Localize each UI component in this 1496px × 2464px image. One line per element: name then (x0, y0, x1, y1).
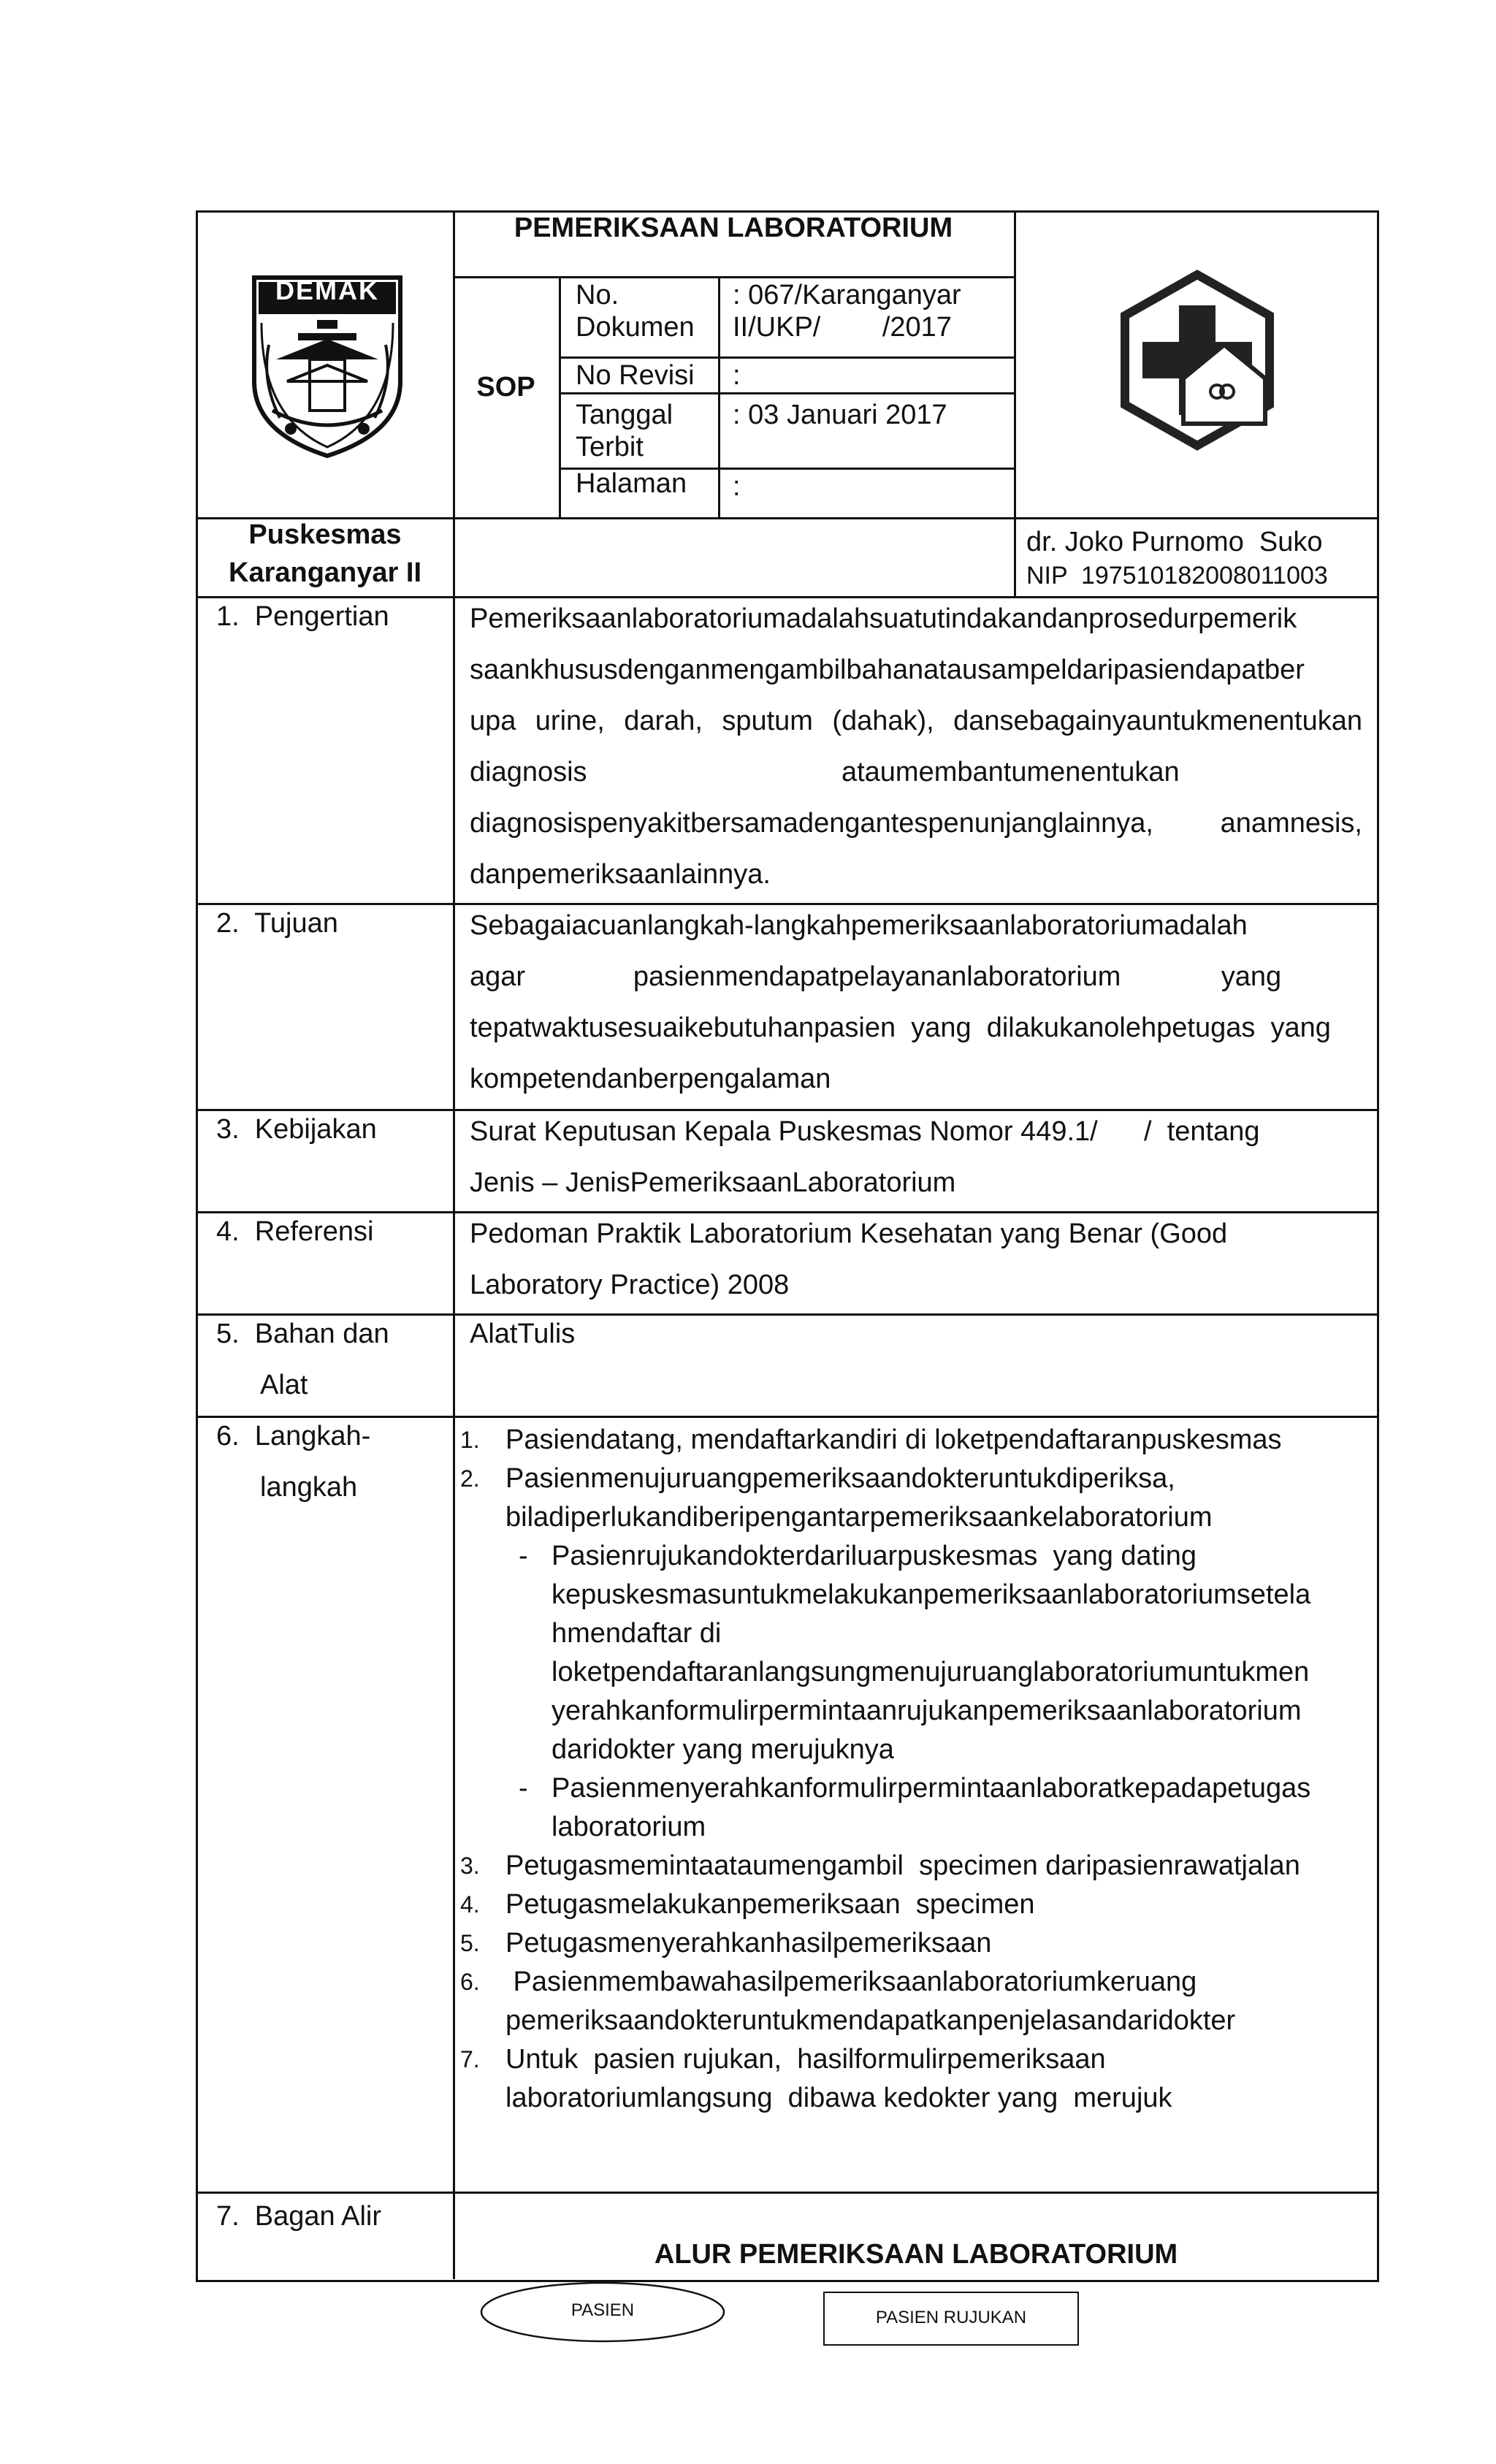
langkah-step-text: biladiperlukandiberipengantarpemeriksaankelaboratorium (505, 1502, 1213, 1533)
langkah-step-text: laboratorium (552, 1812, 706, 1842)
langkah-step-line (460, 1421, 1373, 1460)
langkah-step-text: Petugasmemintaataumengambil specimen daripasienrawatjalan (505, 1850, 1300, 1881)
langkah-step-number: 2. (460, 1465, 480, 1492)
langkah-step-line (460, 1924, 1373, 1963)
header-divider-1 (453, 210, 455, 2279)
langkah-step-text: Untuk pasien rujukan, hasilformulirpemeriksaan (505, 2044, 1106, 2075)
langkah-step-text: yerahkanformulirpermintaanrujukanpemeriksaanlaboratorium (552, 1696, 1302, 1726)
sop-label: SOP (476, 372, 535, 403)
langkah-step-text: hmendaftar di (552, 1618, 722, 1649)
row-border-bahan (196, 1416, 1379, 1418)
section-label-langkah-line2: langkah (260, 1472, 358, 1503)
section-label-bahan-line1: 5. Bahan dan (216, 1319, 389, 1349)
section-label-bagan: 7. Bagan Alir (216, 2201, 382, 2232)
langkah-step-line (460, 1963, 1373, 2002)
langkah-step-number: 4. (460, 1891, 480, 1918)
langkah-step-text: Pasienmenujuruangpemeriksaandokteruntukdiperiksa, (505, 1463, 1175, 1494)
section-body-pengertian: Pemeriksaanlaboratoriumadalahsuatutindakandanprosedurpemerik saankhususdenganmengambilbahanatausampeldaripasiendapatber upa urine, darah, sputum (dahak), dansebagainyauntukmenentukan diagnosis ataumembantumenentukan diagnosispenyakitbersamadengantespenunjanglainnya, anamnesis, danpemeriksaanlainnya. (470, 603, 1362, 890)
field-grid-left (559, 276, 561, 517)
langkah-step-line (460, 2040, 1373, 2079)
langkah-step-number: 6. (460, 1969, 480, 1995)
section-label-langkah-line1: 6. Langkah- (216, 1421, 371, 1452)
field-value-no-dokumen: : 067/Karanganyar II/UKP/ /2017 (733, 280, 961, 343)
langkah-step-text: loketpendaftaranlangsungmenujuruanglaboratoriumuntukmen (552, 1657, 1310, 1687)
langkah-step-text: daridokter yang merujuknya (552, 1734, 894, 1765)
langkah-step-line (460, 2079, 1373, 2118)
signer-nip: NIP 197510182008011003 (1026, 562, 1328, 590)
langkah-step-text: Petugasmelakukanpemeriksaan specimen (505, 1889, 1035, 1920)
section-label-kebijakan: 3. Kebijakan (216, 1114, 377, 1145)
langkah-substep-line (460, 1537, 1373, 1576)
field-label-no-revisi: No Revisi (576, 360, 695, 391)
langkah-step-text: Pasienmembawahasilpemeriksaanlaboratoriumkeruang (505, 1967, 1197, 1997)
langkah-step-text: Pasienrujukandokterdariluarpuskesmas yang dating (552, 1541, 1197, 1571)
field-grid-mid (718, 276, 720, 517)
field-row-1 (559, 356, 1014, 359)
langkah-step-text: Petugasmenyerahkanhasilpemeriksaan (505, 1928, 992, 1958)
langkah-substep-line (460, 1769, 1373, 1808)
langkah-substep-line (460, 1653, 1373, 1692)
puskesmas-name-line2: Karanganyar II (229, 557, 421, 588)
langkah-step-number: 3. (460, 1853, 480, 1879)
field-label-tanggal-terbit: Tanggal Terbit (576, 400, 673, 462)
field-value-no-revisi: : (733, 360, 741, 391)
left-logo-text: DEMAK (275, 275, 379, 305)
puskesmas-name-line1: Puskesmas (248, 519, 402, 550)
langkah-substep-line (460, 1576, 1373, 1614)
section-label-tujuan: 2. Tujuan (216, 908, 338, 939)
langkah-substep-line (460, 1614, 1373, 1653)
langkah-substep-line (460, 1692, 1373, 1731)
section-label-bahan-line2: Alat (260, 1370, 308, 1400)
langkah-step-text: laboratoriumlangsung dibawa kedokter yang merujuk (505, 2083, 1172, 2113)
langkah-step-line (460, 1847, 1373, 1885)
field-label-halaman: Halaman (576, 468, 687, 499)
langkah-step-line (460, 1460, 1373, 1498)
langkah-step-line (460, 2002, 1373, 2040)
header-divider-2 (1014, 210, 1016, 598)
section-body-bahan: AlatTulis (470, 1319, 576, 1349)
langkah-step-line (460, 1885, 1373, 1924)
field-row-2 (559, 392, 1014, 394)
field-label-no-dokumen: No. Dokumen (576, 280, 695, 343)
langkah-step-text: kepuskesmasuntukmelakukanpemeriksaanlaboratoriumsetela (552, 1579, 1311, 1610)
flowchart-node-pasien: PASIEN (570, 2300, 635, 2320)
langkah-step-text: Pasienmenyerahkanformulirpermintaanlaboratkepadapetugas (552, 1773, 1311, 1804)
section-label-referensi: 4. Referensi (216, 1216, 374, 1247)
langkah-substep-line (460, 1808, 1373, 1847)
langkah-step-number: 1. (460, 1427, 480, 1453)
langkah-step-text: pemeriksaandokteruntukmendapatkanpenjelasandaridokter (505, 2005, 1236, 2036)
puskesmas-logo-icon (1116, 269, 1278, 451)
row-border-langkah (196, 2192, 1379, 2194)
langkah-step-number: 5. (460, 1930, 480, 1956)
field-value-halaman: : (733, 471, 741, 502)
section-body-kebijakan: Surat Keputusan Kepala Puskesmas Nomor 449.1/ / tentang Jenis – JenisPemeriksaanLaboratorium (470, 1116, 1260, 1198)
flowchart-node-rujukan: PASIEN RUJUKAN (875, 2308, 1027, 2327)
table-border-right (1377, 210, 1379, 2282)
langkah-step-number: - (519, 1541, 528, 1571)
flowchart-title: ALUR PEMERIKSAAN LABORATORIUM (654, 2239, 1178, 2270)
langkah-step-text: Pasiendatang, mendaftarkandiri di loketpendaftaranpuskesmas (505, 1424, 1282, 1455)
langkah-step-line (460, 1498, 1373, 1537)
langkah-steps-list (460, 1421, 1373, 2118)
section-body-tujuan: Sebagaiacuanlangkah-langkahpemeriksaanlaboratoriumadalah agar pasienmendapatpelayananlaboratorium yang tepatwaktusesuaikebutuhanpasien yang dilakukanolehpetugas yang kompetendanberpengalaman (470, 910, 1331, 1094)
section-body-referensi: Pedoman Praktik Laboratorium Kesehatan yang Benar (Good Laboratory Practice) 2008 (470, 1218, 1228, 1300)
table-border-bottom (196, 2280, 1379, 2282)
langkah-substep-line (460, 1731, 1373, 1769)
title-row-border (453, 276, 1014, 278)
row-border-referensi (196, 1313, 1379, 1316)
langkah-step-number: - (519, 1773, 528, 1804)
langkah-step-number: 7. (460, 2046, 480, 2072)
field-value-tanggal-terbit: : 03 Januari 2017 (733, 400, 947, 430)
document-title: PEMERIKSAAN LABORATORIUM (514, 213, 953, 243)
section-label-pengertian: 1. Pengertian (216, 601, 389, 632)
signer-name: dr. Joko Purnomo Suko (1026, 527, 1323, 557)
